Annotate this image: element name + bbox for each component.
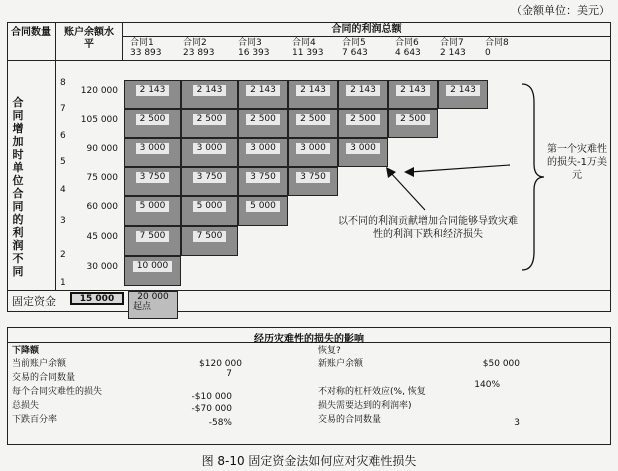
- contract-header: 合同6 4 643: [395, 38, 421, 58]
- left-row-value: -$10 000: [191, 392, 232, 402]
- balance-level-header: 账户余额水平: [64, 27, 114, 50]
- matrix-cell: 2 500: [124, 109, 181, 138]
- left-row-label: 每个合同灾难性的损失: [12, 387, 103, 397]
- matrix-cell: 3 750: [181, 167, 238, 196]
- left-row-label: 总损失: [12, 401, 40, 411]
- header-divider: [7, 60, 611, 61]
- left-row-value: -$70 000: [191, 404, 232, 414]
- balance-value: 30 000: [86, 262, 118, 272]
- contracts-traded-value: 3: [514, 418, 520, 428]
- matrix-cell: 3 000: [181, 138, 238, 167]
- contract-header: 合同2 23 893: [183, 38, 215, 58]
- balance-value: 75 000: [86, 173, 118, 183]
- start-point-box: 20 000 起点: [128, 291, 178, 319]
- matrix-cell: 10 000: [124, 256, 181, 286]
- matrix-cell: 2 500: [288, 109, 338, 138]
- matrix-cell: 3 000: [288, 138, 338, 167]
- contract-header: 合同3 16 393: [238, 38, 270, 58]
- row-number: 6: [60, 131, 66, 141]
- matrix-cell: 3 750: [124, 167, 181, 196]
- fixed-divider: [7, 290, 611, 291]
- left-row-value: $120 000: [199, 359, 242, 369]
- new-balance-value: $50 000: [482, 359, 520, 369]
- recovery-header: 恢复?: [318, 346, 341, 356]
- matrix-cell: 2 500: [181, 109, 238, 138]
- profit-header-divider: [122, 36, 611, 37]
- matrix-cell: 5 000: [181, 196, 238, 226]
- matrix-cell: 3 000: [238, 138, 288, 167]
- total-profit-header: 合同的利润总额: [331, 24, 402, 35]
- row-number: 2: [60, 250, 66, 260]
- left-row-value: 7: [226, 369, 232, 379]
- contract-header: 合同4 11 393: [292, 38, 324, 58]
- matrix-cell: 3 000: [124, 138, 181, 167]
- balance-value: 90 000: [86, 144, 118, 154]
- matrix-cell: 7 500: [181, 226, 238, 256]
- contract-header: 合同7 2 143: [440, 38, 466, 58]
- loss-impact-title: 经历灾难性的损失的影响: [254, 334, 364, 345]
- col-divider-1: [55, 22, 56, 290]
- matrix-cell: 3 000: [338, 138, 388, 167]
- row-number: 8: [60, 78, 66, 88]
- leverage-value: 140%: [474, 380, 500, 390]
- contracts-traded-label: 交易的合同数量: [318, 415, 382, 425]
- fixed-capital-label: 固定资金: [12, 295, 56, 308]
- first-loss-callout: 第一个灾难性的损失-1万美元: [547, 144, 607, 181]
- balance-value: 105 000: [80, 115, 118, 125]
- matrix-cell: 2 500: [238, 109, 288, 138]
- matrix-cell: 2 143: [238, 80, 288, 109]
- contract-header: 合同5 7 643: [342, 38, 368, 58]
- left-row-label: 下跌百分率: [12, 415, 58, 425]
- balance-value: 45 000: [86, 232, 118, 242]
- matrix-cell: 2 500: [388, 109, 438, 138]
- matrix-cell: 7 500: [124, 226, 181, 256]
- left-row-value: -58%: [208, 418, 232, 428]
- matrix-cell: 2 500: [338, 109, 388, 138]
- contract-header: 合同8 0: [485, 38, 509, 58]
- matrix-cell: 2 143: [288, 80, 338, 109]
- side-label: 合同增加时单位合同的利润不同: [12, 96, 24, 278]
- balance-value: 60 000: [86, 202, 118, 212]
- leverage-label-1: 不对称的杠杆效应(%, 恢复: [318, 387, 426, 397]
- matrix-cell: 3 750: [238, 167, 288, 196]
- matrix-cell: 2 143: [124, 80, 181, 109]
- row-number: 1: [60, 278, 66, 288]
- contracts-count-header: 合同数量: [11, 27, 51, 38]
- matrix-cell: 2 143: [388, 80, 438, 109]
- row-number: 3: [60, 216, 66, 226]
- fixed-capital-value: 15 000: [70, 292, 124, 305]
- matrix-cell: 2 143: [438, 80, 488, 109]
- callout-arrows: [330, 150, 540, 220]
- matrix-cell: 5 000: [124, 196, 181, 226]
- left-row-label: 交易的合同数量: [12, 373, 76, 383]
- unit-note: （金额单位：美元）: [511, 4, 610, 17]
- row-number: 5: [60, 157, 66, 167]
- row-number: 7: [60, 104, 66, 114]
- row-number: 4: [60, 185, 66, 195]
- new-balance-label: 新账户余额: [318, 359, 364, 369]
- matrix-cell: 3 750: [288, 167, 338, 196]
- profit-callout: 以不同的利润贡献增加合同能够导致灾难性的利润下跌和经济损失: [338, 216, 518, 240]
- matrix-cell: 5 000: [238, 196, 288, 226]
- left-row-label: 当前账户余额: [12, 359, 67, 369]
- matrix-cell: 2 143: [338, 80, 388, 109]
- figure-caption: 图 8-10 固定资金法如何应对灾难性损失: [201, 454, 417, 468]
- decline-header: 下降额: [12, 346, 40, 356]
- leverage-label-2: 损失需要达到的利润率): [318, 401, 412, 411]
- contract-header: 合同1 33 893: [130, 38, 162, 58]
- matrix-cell: 2 143: [181, 80, 238, 109]
- balance-value: 120 000: [80, 86, 118, 96]
